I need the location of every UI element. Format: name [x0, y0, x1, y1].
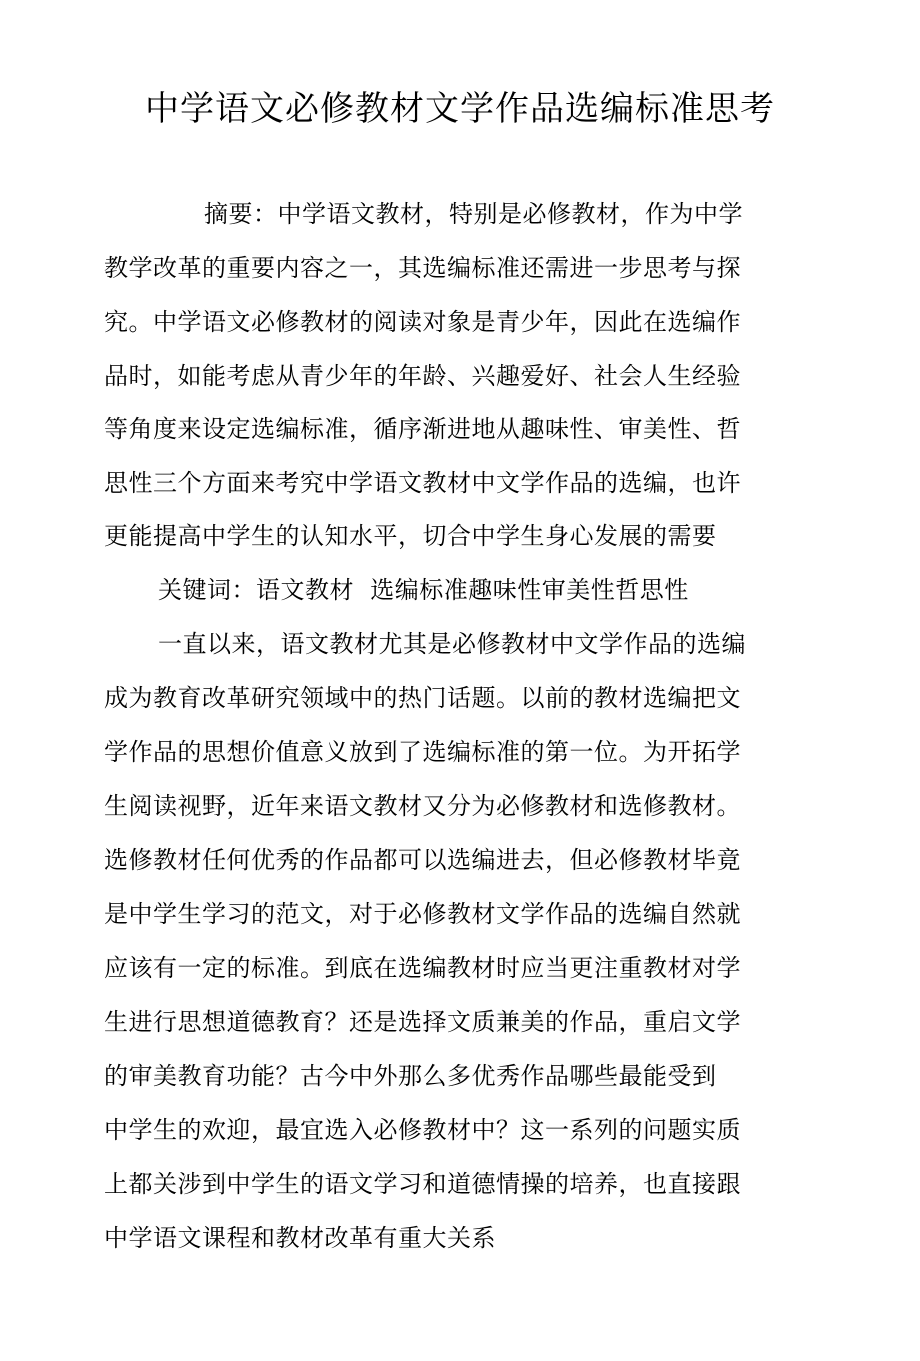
abstract-line: 更能提高中学生的认知水平，切合中学生身心发展的需要 [104, 522, 717, 550]
body-line: 选修教材任何优秀的作品都可以选编进去，但必修教材毕竟 [104, 846, 741, 874]
body-line: 一直以来，语文教材尤其是必修教材中文学作品的选编 [158, 630, 746, 658]
body-line: 中学生的欢迎，最宜选入必修教材中？这一系列的问题实质 [104, 1116, 741, 1144]
abstract-line: 品时，如能考虑从青少年的年龄、兴趣爱好、社会人生经验 [104, 362, 741, 390]
body-line: 生进行思想道德教育？还是选择文质兼美的作品，重启文学 [104, 1008, 741, 1036]
document-title: 中学语文必修教材文学作品选编标准思考 [145, 89, 775, 129]
abstract-line: 究。中学语文必修教材的阅读对象是青少年，因此在选编作 [104, 308, 741, 336]
body-line: 成为教育改革研究领域中的热门话题。以前的教材选编把文 [104, 684, 741, 712]
body-line: 生阅读视野，近年来语文教材又分为必修教材和选修教材。 [104, 792, 741, 820]
body-line: 中学语文课程和教材改革有重大关系 [104, 1224, 496, 1252]
body-line: 上都关涉到中学生的语文学习和道德情操的培养，也直接跟 [104, 1170, 741, 1198]
body-line: 学作品的思想价值意义放到了选编标准的第一位。为开拓学 [104, 738, 741, 766]
abstract-line: 等角度来设定选编标准，循序渐进地从趣味性、审美性、哲 [104, 415, 741, 443]
body-line: 应该有一定的标准。到底在选编教材时应当更注重教材对学 [104, 954, 741, 982]
body-line: 的审美教育功能？古今中外那么多优秀作品哪些最能受到 [104, 1062, 717, 1090]
abstract-line: 思性三个方面来考究中学语文教材中文学作品的选编，也许 [104, 469, 741, 497]
keywords-line: 关键词：语文教材 选编标准趣味性审美性哲思性 [158, 576, 689, 604]
abstract-line: 教学改革的重要内容之一，其选编标准还需进一步思考与探 [104, 254, 741, 282]
body-line: 是中学生学习的范文，对于必修教材文学作品的选编自然就 [104, 900, 741, 928]
abstract-line: 摘要：中学语文教材，特别是必修教材，作为中学 [204, 200, 743, 228]
